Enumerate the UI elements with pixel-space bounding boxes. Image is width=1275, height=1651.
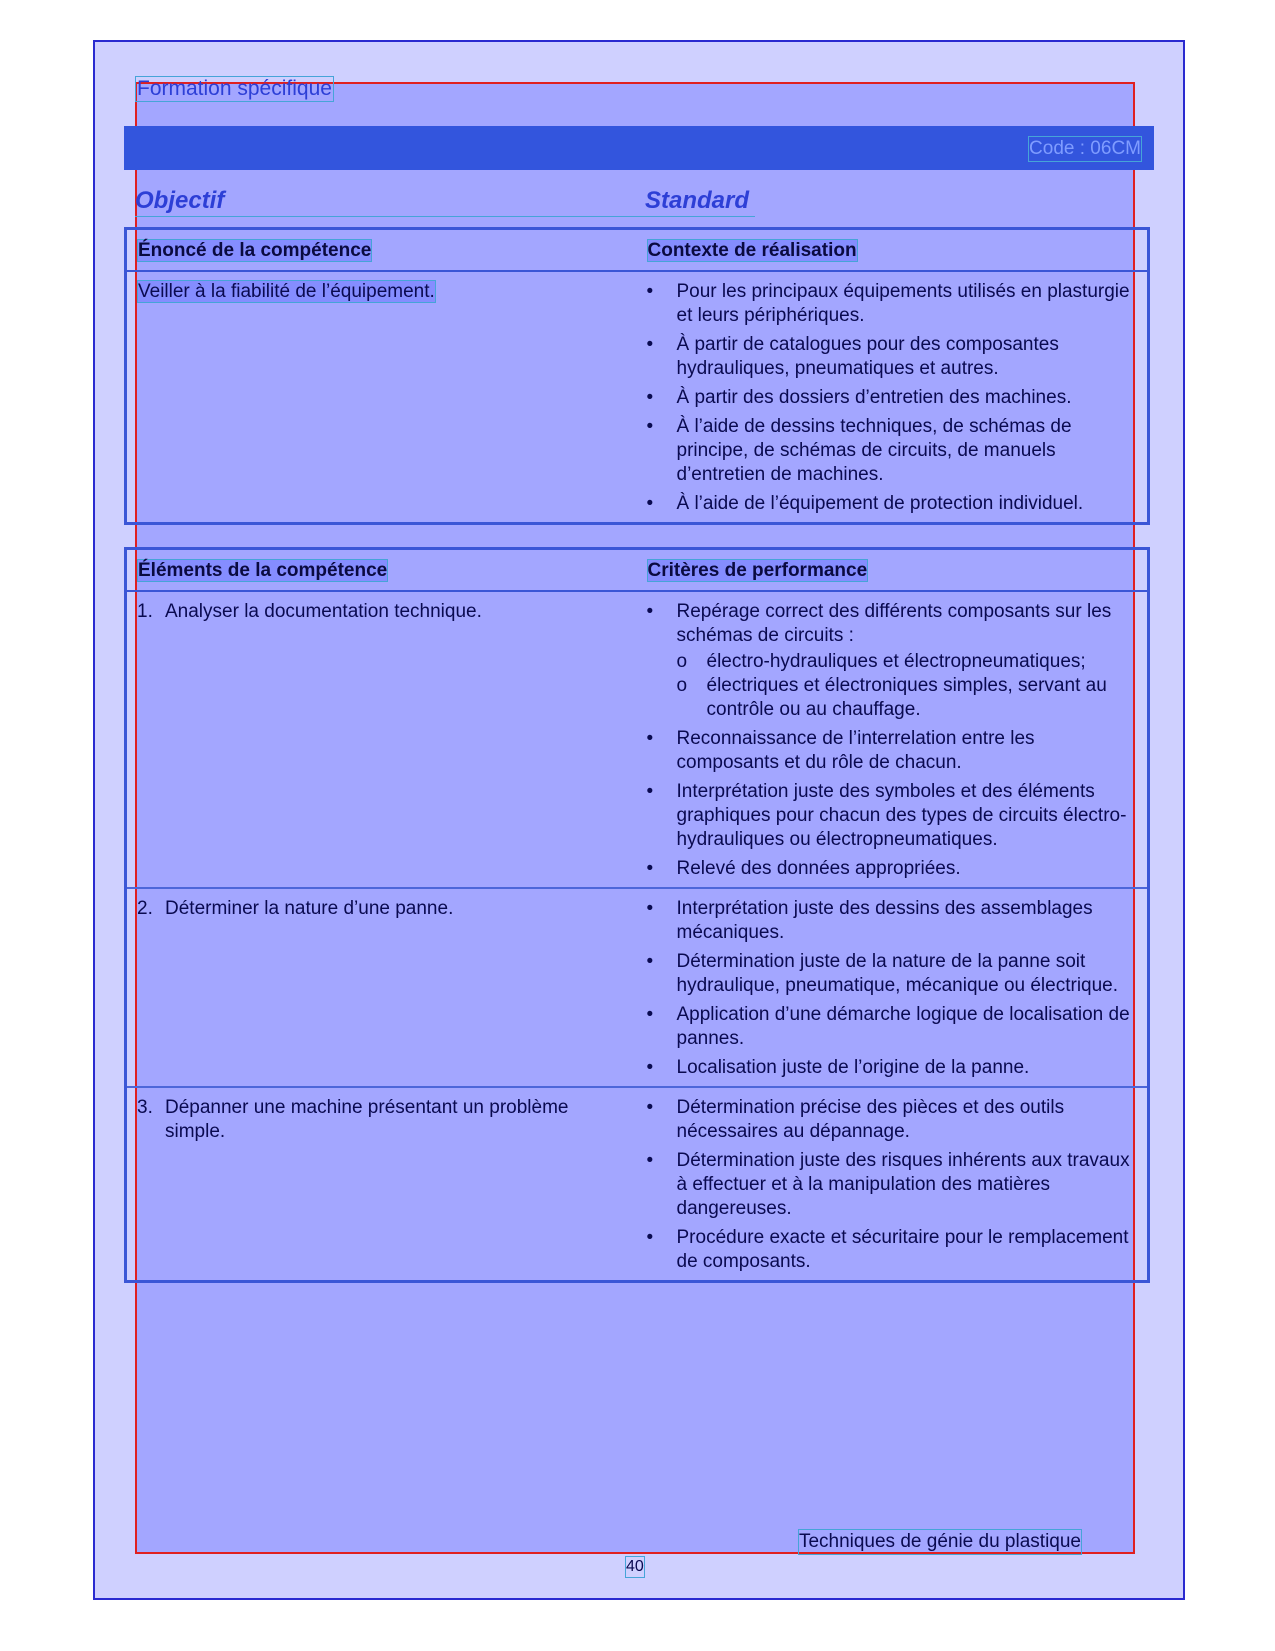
standard-heading: Standard xyxy=(645,186,755,217)
objective-heading: Objectif xyxy=(135,186,645,217)
elements-table xyxy=(124,547,1150,1283)
elements-table-header xyxy=(126,549,1149,592)
competency-statement: Veiller à la fiabilité de l’équipement. xyxy=(138,281,435,302)
list-item: • Pour les principaux équipements utilisés en plasturgie et leurs périphériques. xyxy=(647,280,1138,328)
statement-header: Énoncé de la compétence xyxy=(126,229,637,272)
table-row xyxy=(126,1087,1149,1282)
sub-list-item: o électro-hydrauliques et électropneumatiques; xyxy=(677,650,1138,674)
list-item: • Détermination juste des risques inhérents aux travaux à effectuer et à la manipulation des matières dangereuses. xyxy=(647,1149,1138,1221)
element-number: 1. xyxy=(137,601,153,622)
criteria-list xyxy=(647,897,1138,1080)
list-item: • Procédure exacte et sécuritaire pour le remplacement de composants. xyxy=(647,1226,1138,1274)
criteria-list xyxy=(647,600,1138,881)
table-row xyxy=(126,591,1149,888)
course-code: Code : 06CM xyxy=(1028,136,1142,162)
criteria-header: Critères de performance xyxy=(637,549,1149,592)
elements-header: Éléments de la compétence xyxy=(126,549,637,592)
list-item: • Interprétation juste des dessins des assemblages mécaniques. xyxy=(647,897,1138,945)
list-item: • Localisation juste de l’origine de la panne. xyxy=(647,1056,1138,1080)
list-item: • À partir des dossiers d’entretien des machines. xyxy=(647,386,1138,410)
list-item: • Relevé des données appropriées. xyxy=(647,857,1138,881)
context-header: Contexte de réalisation xyxy=(637,229,1149,272)
list-item: • Application d’une démarche logique de localisation de pannes. xyxy=(647,1003,1138,1051)
element-text: Analyser la documentation technique. xyxy=(165,601,482,622)
criteria-list xyxy=(647,1096,1138,1274)
element-cell xyxy=(126,1087,637,1282)
element-number: 2. xyxy=(137,898,153,919)
table-row xyxy=(126,888,1149,1087)
criteria-cell xyxy=(637,591,1149,888)
context-list-cell xyxy=(637,271,1149,524)
sub-list xyxy=(677,650,1138,722)
element-text: Déterminer la nature d’une panne. xyxy=(165,898,454,919)
list-item: • À l’aide de l’équipement de protection individuel. xyxy=(647,492,1138,516)
list-item: • Détermination précise des pièces et des outils nécessaires au dépannage. xyxy=(647,1096,1138,1144)
element-cell xyxy=(126,591,637,888)
statement-table xyxy=(124,227,1150,525)
section-label: Formation spécifique xyxy=(137,77,332,100)
statement-table-header xyxy=(126,229,1149,272)
list-item: • Détermination juste de la nature de la panne soit hydraulique, pneumatique, mécanique ou électrique. xyxy=(647,950,1138,998)
criteria-cell xyxy=(637,1087,1149,1282)
list-item: • À partir de catalogues pour des composantes hydrauliques, pneumatiques et autres. xyxy=(647,333,1138,381)
criteria-cell xyxy=(637,888,1149,1087)
context-list xyxy=(647,280,1138,516)
list-item: • Interprétation juste des symboles et des éléments graphiques pour chacun des types de circuits électro-hydrauliques ou électropneumatiques. xyxy=(647,780,1138,852)
statement-row xyxy=(126,271,1149,524)
list-item: • Repérage correct des différents composants sur les schémas de circuits : o électro-hydrauliques et électropneumatiques; o électriques et électroniques simples, servant au contrôle ou au chauffage. xyxy=(647,600,1138,722)
list-item: • À l’aide de dessins techniques, de schémas de principe, de schémas de circuits, de manuels d’entretien de machines. xyxy=(647,415,1138,487)
element-text: Dépanner une machine présentant un problème simple. xyxy=(165,1097,569,1142)
page-number: 40 xyxy=(625,1556,645,1578)
element-number: 3. xyxy=(137,1097,153,1118)
element-cell xyxy=(126,888,637,1087)
program-title: Techniques de génie du plastique xyxy=(798,1529,1082,1555)
code-banner xyxy=(124,126,1154,170)
list-item: • Reconnaissance de l’interrelation entre les composants et du rôle de chacun. xyxy=(647,727,1138,775)
sub-list-item: o électriques et électroniques simples, servant au contrôle ou au chauffage. xyxy=(677,674,1138,722)
